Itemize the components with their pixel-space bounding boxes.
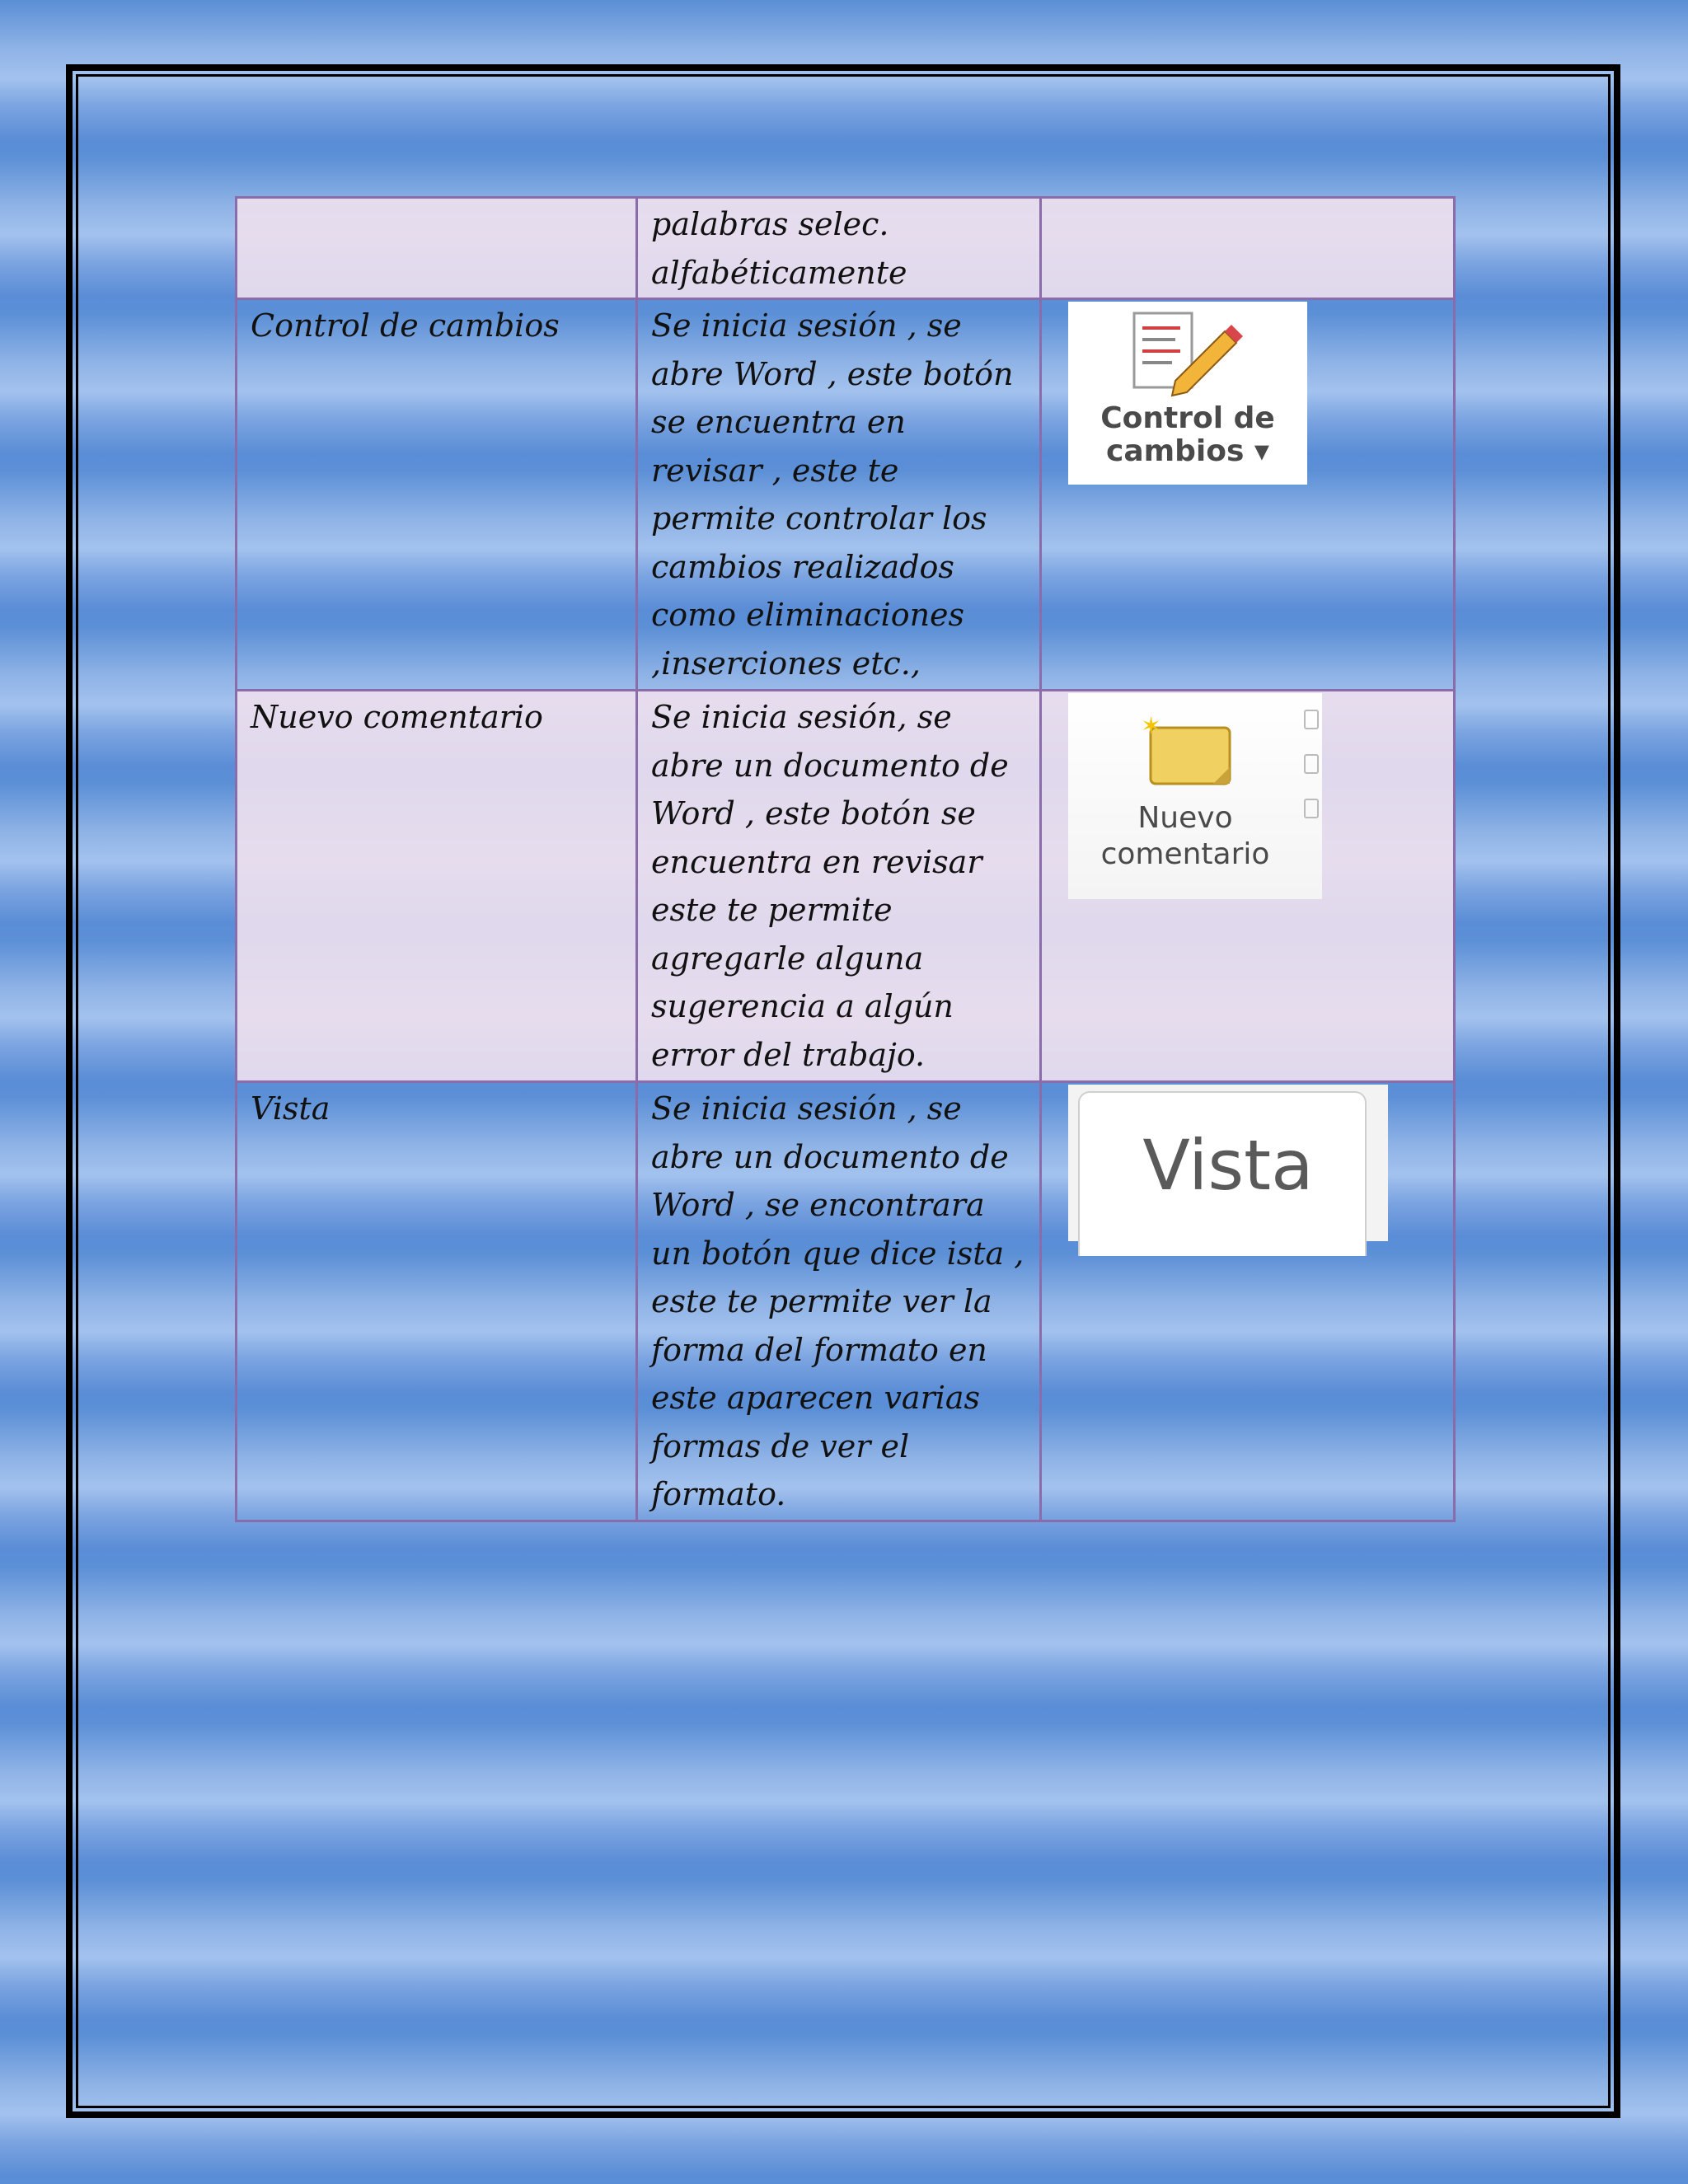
- svg-text:✶: ✶: [1141, 715, 1162, 741]
- cell-image: [1041, 1082, 1455, 1521]
- table-row: [237, 299, 1455, 691]
- cell-image: [1041, 691, 1455, 1082]
- cell-name: [237, 198, 637, 299]
- sticky-note-icon: [1139, 715, 1238, 789]
- table-row: [237, 1082, 1455, 1521]
- cell-image: [1041, 299, 1455, 691]
- cell-name: Vista: [237, 1082, 637, 1521]
- cell-description: Se inicia sesión , se abre Word , este botón se encuentra en revisar , este te permite controlar los cambios realizados como eliminaciones ,inserciones etc.,: [637, 299, 1041, 691]
- vista-tab-label: Vista: [1142, 1125, 1314, 1206]
- control-de-cambios-label: Control de cambios ▾: [1100, 401, 1275, 468]
- table-row: [237, 691, 1455, 1082]
- cell-image: [1041, 198, 1455, 299]
- cell-name: Nuevo comentario: [237, 691, 637, 1082]
- cell-description: palabras selec. alfabéticamente: [637, 198, 1041, 299]
- commands-table: [235, 196, 1456, 1522]
- vista-tab-image: [1068, 1085, 1388, 1241]
- cell-description: Se inicia sesión , se abre un documento de Word , se encontrara un botón que dice ista , este te permite ver la forma del formato en este aparecen varias formas de ver el formato.: [637, 1082, 1041, 1521]
- nuevo-comentario-image: [1068, 693, 1322, 899]
- cell-name: Control de cambios: [237, 299, 637, 691]
- cell-description: Se inicia sesión, se abre un documento de Word , este botón se encuentra en revisar este te permite agregarle alguna sugerencia a algún error del trabajo.: [637, 691, 1041, 1082]
- document-pencil-icon: [1126, 308, 1250, 399]
- control-de-cambios-image: [1068, 302, 1307, 485]
- table-row: [237, 198, 1455, 299]
- ribbon-side-icons: [1304, 710, 1319, 874]
- nuevo-comentario-label: Nuevo comentario: [1100, 801, 1270, 871]
